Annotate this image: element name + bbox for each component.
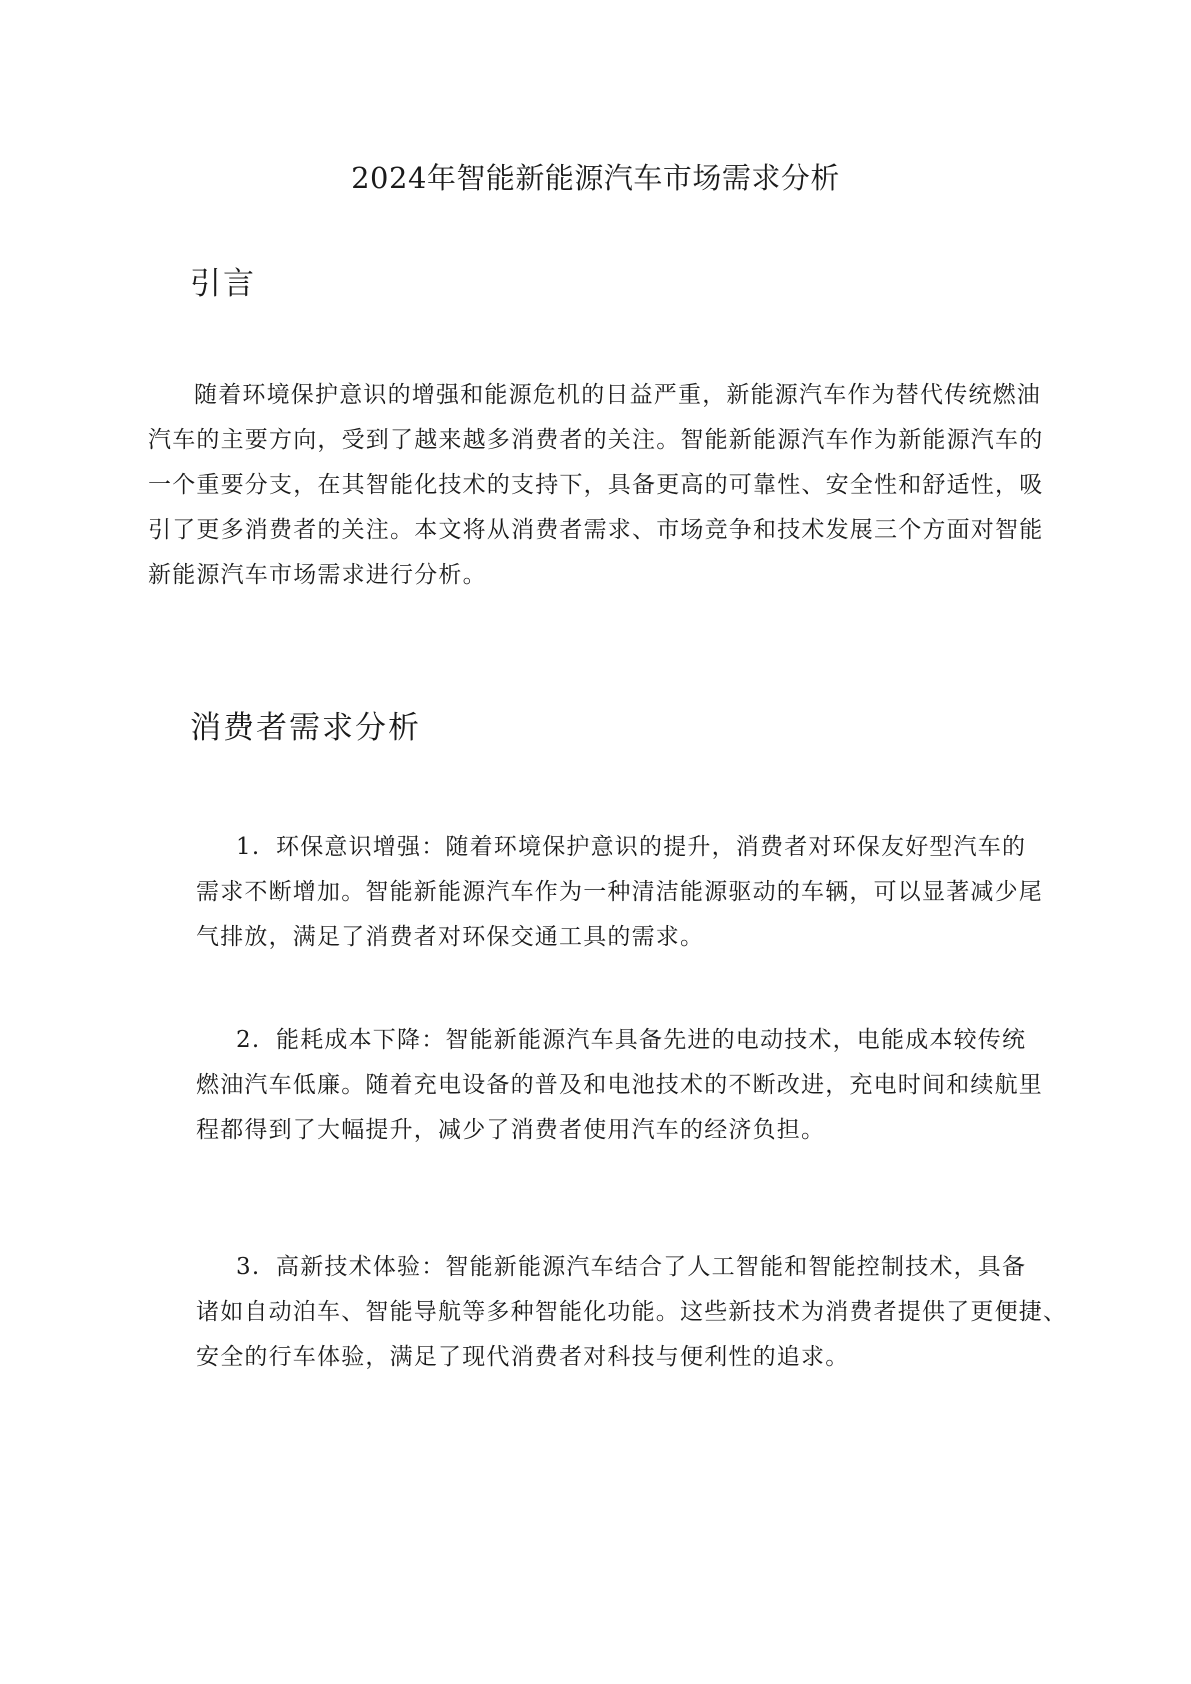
list-item-text: 气排放，满足了消费者对环保交通工具的需求。 [196,924,705,950]
list-item [196,825,1076,960]
list-item-text: 安全的行车体验，满足了现代消费者对科技与便利性的追求。 [196,1344,850,1370]
intro-paragraph: 随着环境保护意识的增强和能源危机的日益严重，新能源汽车作为替代传统燃油汽车的主要方向，受到了越来越多消费者的关注。智能新能源汽车作为新能源汽车的一个重要分支，在其智能化技术的支持下，具备更高的可靠性、安全性和舒适性，吸引了更多消费者的关注。本文将从消费者需求、市场竞争和技术发展三个方面对智能新能源汽车市场需求进行分析。 [148,382,1044,588]
list-item [196,1245,1076,1380]
document-title: 2024年智能新能源汽车市场需求分析 [351,161,840,195]
section-heading-consumer-demand: 消费者需求分析 [190,710,421,746]
list-item-text: 能耗成本下降：智能新能源汽车具备先进的电动技术，电能成本较传统 [276,1027,1027,1053]
list-item [196,1018,1076,1153]
section-heading-intro: 引言 [190,266,256,302]
list-item-text: 诸如自动泊车、智能导航等多种智能化功能。这些新技术为消费者提供了更便捷、 [196,1299,1068,1325]
list-item-text: 燃油汽车低廉。随着充电设备的普及和电池技术的不断改进，充电时间和续航里 [196,1072,1043,1098]
list-item-number: 1. [236,834,261,860]
list-item-text: 高新技术体验：智能新能源汽车结合了人工智能和智能控制技术，具备 [276,1254,1027,1280]
list-item-number: 2. [236,1027,261,1053]
list-item-text: 环保意识增强：随着环境保护意识的提升，消费者对环保友好型汽车的 [276,834,1027,860]
list-item-text: 需求不断增加。智能新能源汽车作为一种清洁能源驱动的车辆，可以显著减少尾 [196,879,1043,905]
list-item-text: 程都得到了大幅提升，减少了消费者使用汽车的经济负担。 [196,1117,826,1143]
list-item-number: 3. [236,1254,261,1280]
